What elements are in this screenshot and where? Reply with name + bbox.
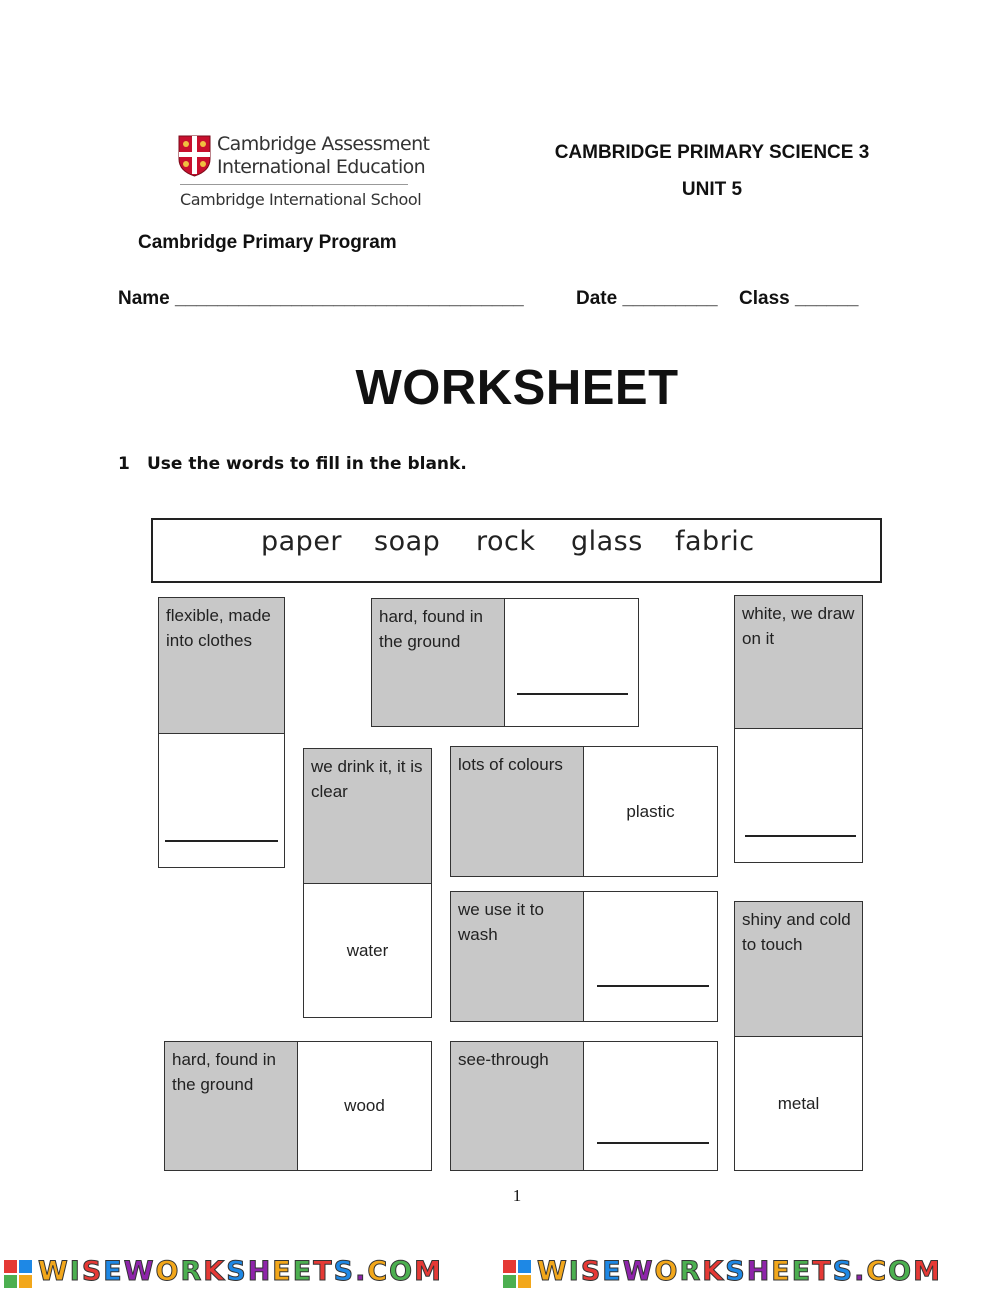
answer-box[interactable] (504, 598, 639, 727)
page-number: 1 (512, 1186, 522, 1205)
clue-card: hard, found in the ground (371, 598, 506, 727)
clue-card: we drink it, it is clear (303, 748, 432, 885)
clue-card: see-through (450, 1041, 585, 1171)
word-bank-item: paper (261, 526, 343, 557)
answer-blank[interactable] (745, 835, 856, 837)
word-bank (151, 518, 882, 583)
date-field[interactable]: Date _________ (576, 288, 718, 309)
unit-label: UNIT 5 (681, 179, 743, 200)
clue-card: we use it to wash (450, 891, 585, 1022)
logo-line-2: International Education (217, 156, 426, 178)
program-label: Cambridge Primary Program (138, 232, 397, 253)
course-title: CAMBRIDGE PRIMARY SCIENCE 3 (554, 142, 870, 163)
watermark-footer (0, 1256, 1000, 1291)
word-bank-item: glass (571, 526, 643, 557)
answer-box[interactable]: wood (297, 1041, 432, 1171)
logo-divider (180, 184, 408, 185)
answer-blank[interactable] (517, 693, 628, 695)
logo (178, 133, 430, 213)
watermark-logo-icon (4, 1260, 32, 1288)
logo-line-1: Cambridge Assessment (217, 133, 430, 155)
answer-blank[interactable] (597, 985, 709, 987)
watermark-text: WISEWORKSHEETS.COM (38, 1256, 443, 1287)
word-bank-item: rock (476, 526, 536, 557)
logo-line-3: Cambridge International School (180, 190, 422, 209)
question-text: Use the words to fill in the blank. (147, 454, 467, 474)
word-bank-item: fabric (675, 526, 755, 557)
answer-blank[interactable] (597, 1142, 709, 1144)
answer-blank[interactable] (165, 840, 278, 842)
shield-logo-icon (178, 135, 211, 177)
watermark-logo-icon (503, 1260, 531, 1288)
page-title: WORKSHEET (355, 361, 679, 415)
clue-card: shiny and cold to touch (734, 901, 863, 1038)
class-field[interactable]: Class ______ (739, 288, 859, 309)
name-field[interactable]: Name _________________________________ (118, 288, 524, 309)
answer-box[interactable] (158, 733, 285, 868)
answer-box[interactable]: metal (734, 1036, 863, 1171)
clue-card: hard, found in the ground (164, 1041, 299, 1171)
answer-box[interactable] (583, 891, 718, 1022)
answer-box[interactable] (734, 728, 863, 863)
answer-box[interactable] (583, 1041, 718, 1171)
clue-card: lots of colours (450, 746, 585, 877)
answer-box[interactable]: water (303, 883, 432, 1018)
word-bank-item: soap (374, 526, 441, 557)
question-number: 1 (118, 454, 130, 474)
clue-card: flexible, made into clothes (158, 597, 285, 734)
answer-box[interactable]: plastic (583, 746, 718, 877)
watermark-text: WISEWORKSHEETS.COM (537, 1256, 942, 1287)
clue-card: white, we draw on it (734, 595, 863, 730)
